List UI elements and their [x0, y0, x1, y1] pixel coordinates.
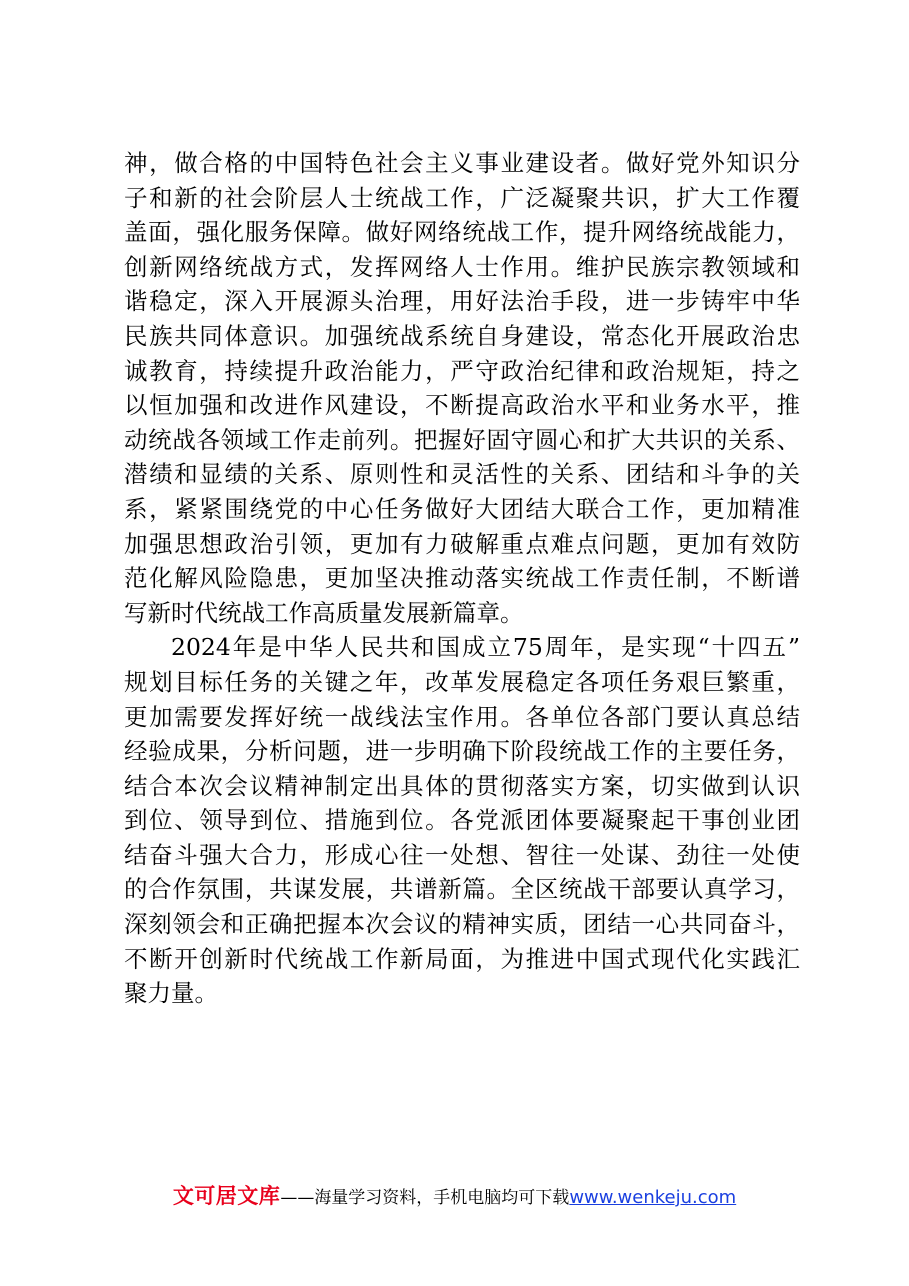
paragraph-first-line: 2024年是中华人民共和国成立75周年，是实现“十四五”: [171, 633, 800, 662]
text-line: 以恒加强和改进作风建设，不断提高政治水平和业务水平，推: [124, 391, 800, 420]
text-line: 规划目标任务的关键之年，改革发展稳定各项任务艰巨繁重，: [124, 667, 800, 696]
text-line: 盖面，强化服务保障。做好网络统战工作，提升网络统战能力，: [124, 218, 800, 247]
text-line: 创新网络统战方式，发挥网络人士作用。维护民族宗教领域和: [124, 252, 800, 281]
footer-banner: [0, 1180, 909, 1214]
text-line: 神，做合格的中国特色社会主义事业建设者。做好党外知识分: [124, 149, 800, 177]
text-line: 经验成果，分析问题，进一步明确下阶段统战工作的主要任务，: [124, 737, 800, 766]
text-line: 深刻领会和正确把握本次会议的精神实质，团结一心共同奋斗，: [124, 910, 800, 939]
text-line: 动统战各领域工作走前列。把握好固守圆心和扩大共识的关系、: [124, 425, 800, 454]
text-line: 加强思想政治引领，更加有力破解重点难点问题，更加有效防: [124, 529, 800, 558]
text-line: 子和新的社会阶层人士统战工作，广泛凝聚共识，扩大工作覆: [124, 183, 800, 212]
text-line: 聚力量。: [124, 979, 218, 1008]
text-line: 更加需要发挥好统一战线法宝作用。各单位各部门要认真总结: [124, 702, 800, 731]
text-line: 到位、领导到位、措施到位。各党派团体要凝聚起干事创业团: [124, 806, 800, 835]
text-line: 潜绩和显绩的关系、原则性和灵活性的关系、团结和斗争的关: [124, 460, 800, 489]
document-body: [124, 146, 800, 1011]
website-link[interactable]: www.wenkeju.com: [569, 1187, 737, 1208]
footer-tagline: ——海量学习资料，手机电脑均可下载: [280, 1188, 570, 1208]
text-line: 范化解风险隐患，更加坚决推动落实统战工作责任制，不断谱: [124, 564, 800, 593]
text-line: 的合作氛围，共谋发展，共谱新篇。全区统战干部要认真学习，: [124, 875, 800, 904]
text-line: 民族共同体意识。加强统战系统自身建设，常态化开展政治忠: [124, 321, 800, 350]
brand-name: 文可居文库: [172, 1184, 281, 1208]
text-line: 结合本次会议精神制定出具体的贯彻落实方案，切实做到认识: [124, 771, 800, 800]
text-line: 不断开创新时代统战工作新局面，为推进中国式现代化实践汇: [124, 944, 800, 973]
text-line: 诚教育，持续提升政治能力，严守政治纪律和政治规矩，持之: [124, 356, 800, 385]
text-line: 系，紧紧围绕党的中心任务做好大团结大联合工作，更加精准: [124, 494, 800, 523]
text-line: 谐稳定，深入开展源头治理，用好法治手段，进一步铸牢中华: [124, 287, 800, 316]
text-line: 结奋斗强大合力，形成心往一处想、智往一处谋、劲往一处使: [124, 840, 800, 869]
text-line: 写新时代统战工作高质量发展新篇章。: [124, 598, 524, 627]
